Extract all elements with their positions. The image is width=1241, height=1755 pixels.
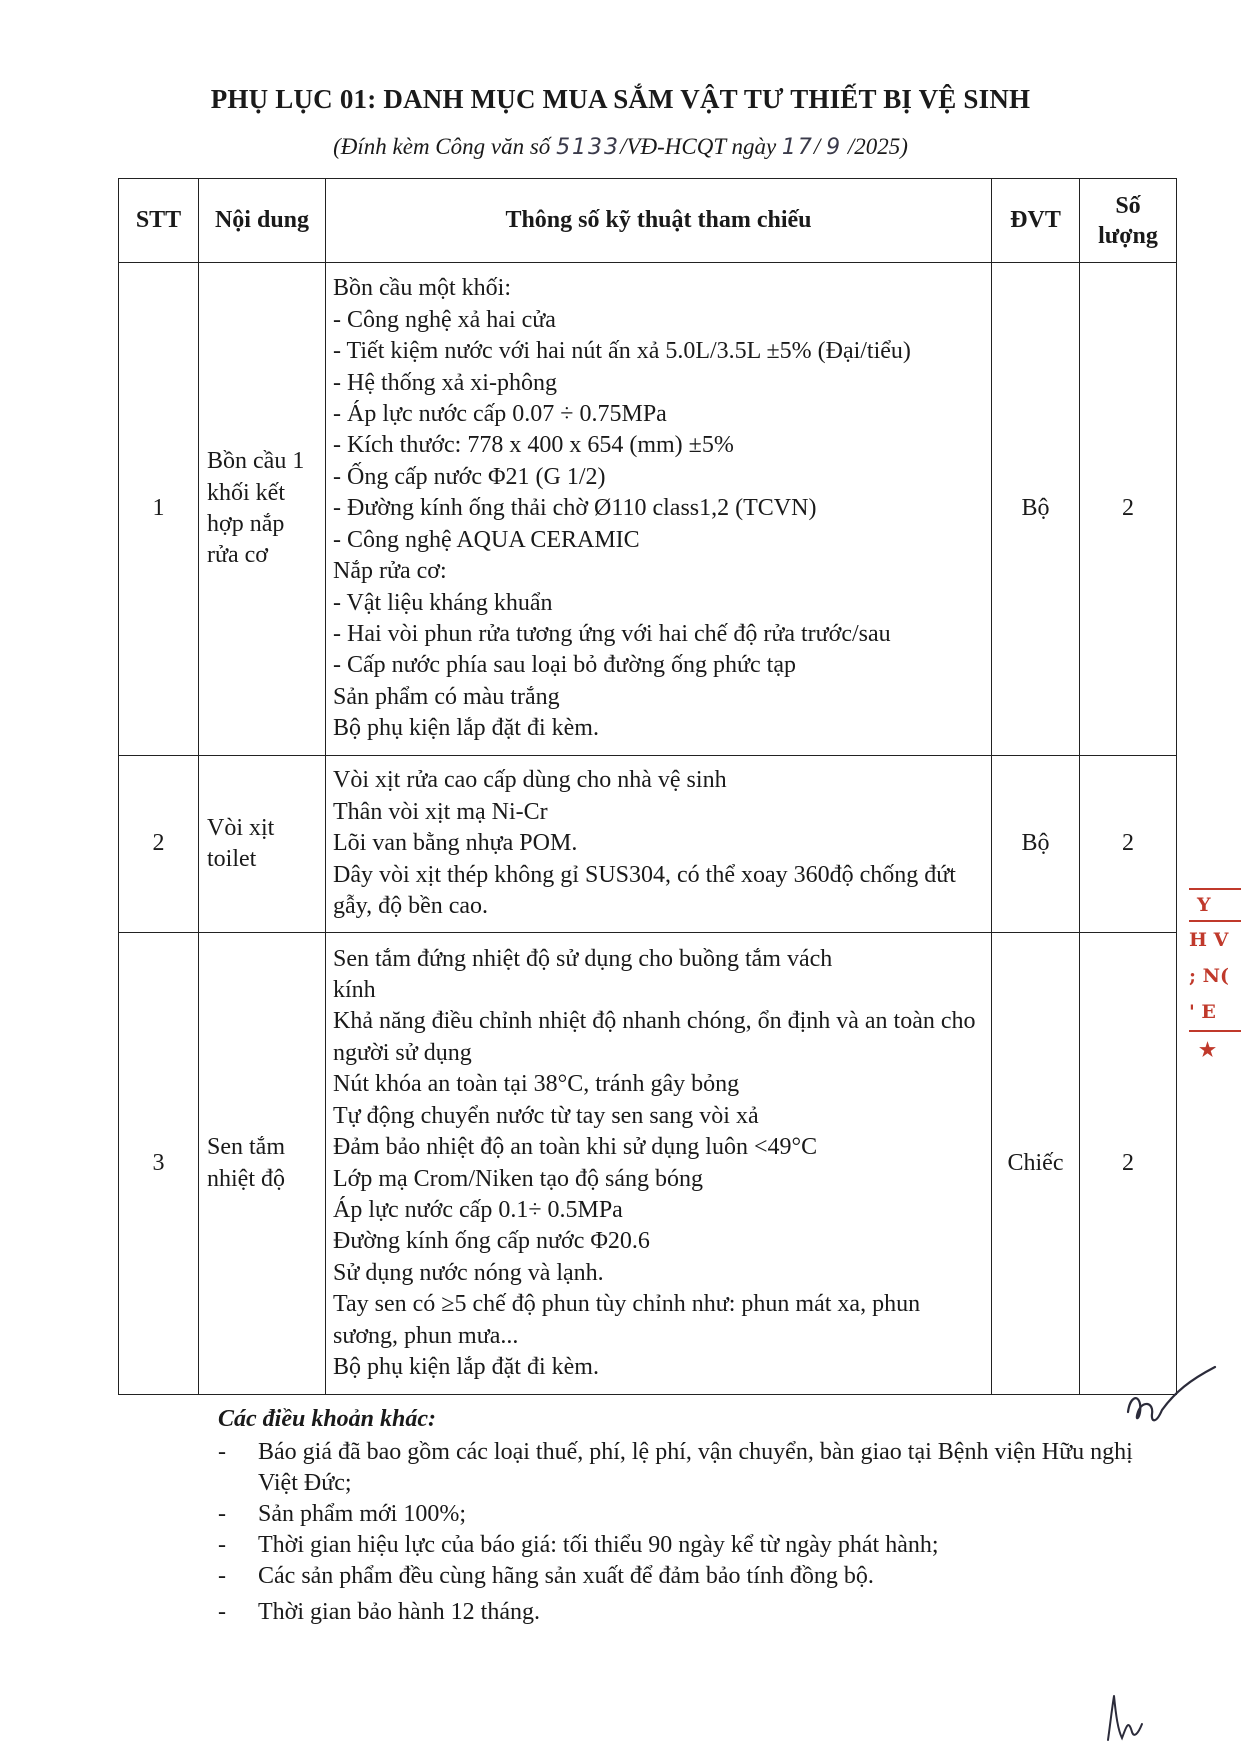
cell-unit: Bộ [992,263,1080,756]
table-header-row [119,179,1177,263]
terms-title: Các điều khoản khác: [218,1406,437,1432]
spec-line: Vòi xịt rửa cao cấp dùng cho nhà vệ sinh [333,767,727,794]
spec-line: Đảm bảo nhiệt độ an toàn khi sử dụng luôn <49°C [333,1134,818,1161]
cell-stt: 3 [119,933,199,1395]
term-item: - Sản phẩm mới 100%; [218,1499,1178,1530]
handwritten-day: 17 [781,135,814,160]
spec-line: Sử dụng nước nóng và lạnh. [333,1259,604,1286]
cell-specs [326,933,992,1395]
page-title: PHỤ LỤC 01: DANH MỤC MUA SẮM VẬT TƯ THIẾT BỊ VỆ SINH [210,84,1031,114]
cell-qty: 2 [1080,263,1177,756]
spec-line: - Ống cấp nước Φ21 (G 1/2) [333,463,606,490]
stamp-text: ; N( [1189,965,1229,987]
col-header-name: Nội dung [199,179,326,263]
spec-line: - Hệ thống xả xi-phông [333,369,557,396]
cell-unit: Bộ [992,756,1080,933]
spec-line: - Hai vòi phun rửa tương ứng với hai chế độ rửa trước/sau [333,620,891,647]
spec-line: Bồn cầu một khối: [333,275,511,302]
col-header-unit: ĐVT [992,179,1080,263]
cell-qty: 2 [1080,756,1177,933]
term-item: - Báo giá đã bao gồm các loại thuế, phí, lệ phí, vận chuyển, bàn giao tại Bệnh viện Hữu nghị Việt Đức; [218,1437,1178,1499]
spec-table [118,178,1177,1395]
cell-stt: 1 [119,263,199,756]
spec-line: - Cấp nước phía sau loại bỏ đường ống phức tạp [333,652,796,679]
spec-line: - Áp lực nước cấp 0.07 ÷ 0.75MPa [333,401,667,428]
cell-unit: Chiếc [992,933,1080,1395]
stamp-text: Y [1189,888,1241,922]
spec-line: Tự động chuyển nước từ tay sen sang vòi xả [333,1102,759,1129]
term-item: - Thời gian bảo hành 12 tháng. [218,1597,1178,1628]
cell-specs [326,263,992,756]
spec-line: - Vật liệu kháng khuẩn [333,589,553,616]
subtitle-suffix: /2025) [842,134,908,159]
subtitle-middle: /VĐ-HCQT ngày [620,134,782,159]
cell-stt: 2 [119,756,199,933]
handwritten-month: 9 [826,135,843,160]
cell-name: Bồn cầu 1 khối kết hợp nắp rửa cơ [199,263,326,756]
subtitle-prefix: (Đính kèm Công văn số [333,134,557,159]
spec-line: Nắp rửa cơ: [333,558,447,585]
spec-line: Đường kính ống cấp nước Φ20.6 [333,1228,650,1255]
spec-line: Lõi van bằng nhựa POM. [333,830,578,857]
stamp-text: ' E [1189,1001,1216,1023]
spec-line: Thân vòi xịt mạ Ni-Cr [333,798,548,825]
table-row [119,756,1177,933]
handwritten-signature-icon [1120,1362,1230,1442]
spec-line: - Công nghệ xả hai cửa [333,306,556,333]
spec-line: Lớp mạ Crom/Niken tạo độ sáng bóng [333,1165,703,1192]
cell-specs [326,756,992,933]
spec-line: Sản phẩm có màu trắng [333,683,560,710]
spec-line: Áp lực nước cấp 0.1÷ 0.5MPa [333,1196,623,1223]
spec-line: - Kích thước: 778 x 400 x 654 (mm) ±5% [333,432,734,459]
spec-line: Tay sen có ≥5 chế độ phun tùy chỉnh như: phun mát xa, phun sương, phun mưa... [333,1291,921,1349]
table-row [119,933,1177,1395]
stamp-text: ★ [1189,1030,1241,1068]
handwritten-initials-icon [1100,1688,1150,1748]
spec-line: Nút khóa an toàn tại 38°C, tránh gây bỏng [333,1071,740,1098]
spec-line: - Đường kính ống thải chờ Ø110 class1,2 (TCVN) [333,495,817,522]
col-header-stt: STT [119,179,199,263]
red-stamp-fragment [1189,888,1241,1098]
spec-line: Bộ phụ kiện lắp đặt đi kèm. [333,715,599,742]
spec-line: - Tiết kiệm nước với hai nút ấn xả 5.0L/3.5L ±5% (Đại/tiểu) [333,338,911,365]
table-row [119,263,1177,756]
cell-qty: 2 [1080,933,1177,1395]
page-subtitle [0,134,1241,160]
spec-line: Khả năng điều chỉnh nhiệt độ nhanh chóng, ổn định và an toàn cho người sử dụng [333,1008,976,1066]
spec-line: Sen tắm đứng nhiệt độ sử dụng cho buồng tắm vách kính [333,945,833,1004]
spec-line: Dây vòi xịt thép không gỉ SUS304, có thể xoay 360độ chống đứt gẫy, độ bền cao. [333,861,956,920]
col-header-specs: Thông số kỹ thuật tham chiếu [326,179,992,263]
cell-name: Sen tắm nhiệt độ [199,933,326,1395]
term-item: - Các sản phẩm đều cùng hãng sản xuất để đảm bảo tính đồng bộ. [218,1561,1178,1592]
col-header-qty: Số lượng [1080,179,1177,263]
spec-line: - Công nghệ AQUA CERAMIC [333,526,640,553]
other-terms [218,1404,1178,1628]
subtitle-sep: / [813,134,827,159]
stamp-text: H V [1189,929,1229,951]
cell-name: Vòi xịt toilet [199,756,326,933]
term-item: - Thời gian hiệu lực của báo giá: tối thiểu 90 ngày kể từ ngày phát hành; [218,1530,1178,1561]
spec-line: Bộ phụ kiện lắp đặt đi kèm. [333,1353,599,1380]
handwritten-doc-number: 5133 [556,135,621,160]
